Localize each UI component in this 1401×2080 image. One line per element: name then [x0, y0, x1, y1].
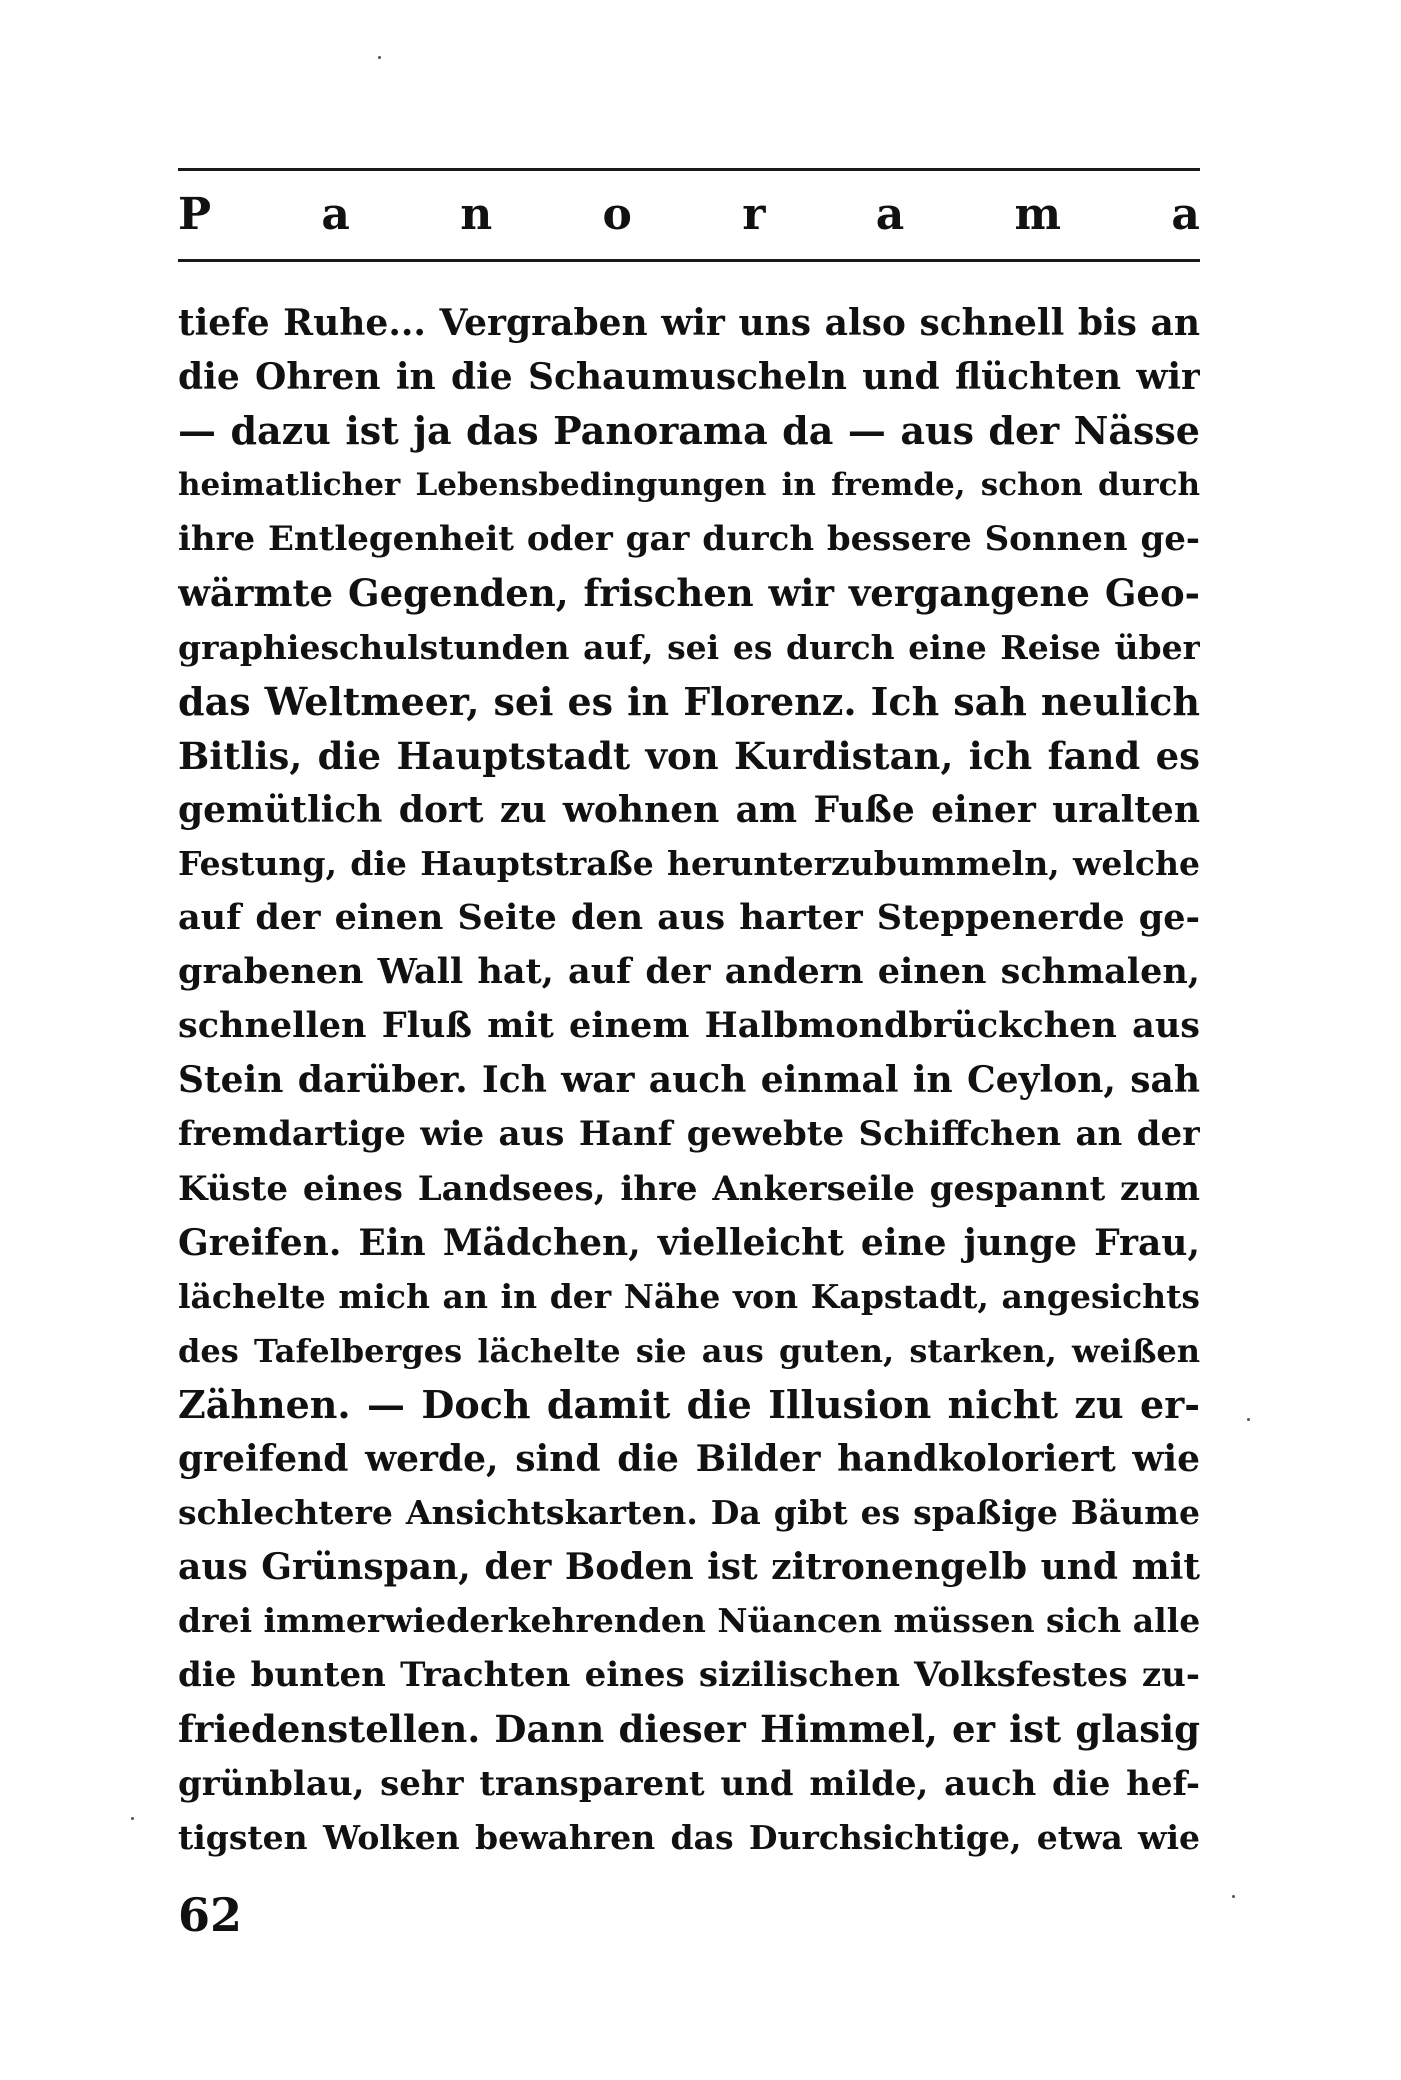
text-line: aus Grünspan, der Boden ist zitronengelb und mit — [178, 1546, 1200, 1589]
text-line: grünblau, sehr transparent und milde, auch die hef- — [178, 1763, 1200, 1804]
text-line: tigsten Wolken bewahren das Durchsichtige, etwa wie — [178, 1817, 1200, 1857]
header-rule-top — [178, 168, 1200, 171]
text-line: Festung, die Hauptstraße herunterzubummeln, welche — [178, 843, 1200, 883]
text-line: des Tafelberges lächelte sie aus guten, starken, weißen — [178, 1331, 1200, 1370]
text-line: schnellen Fluß mit einem Halbmondbrückchen aus — [178, 1005, 1200, 1047]
text-line: Küste eines Landsees, ihre Ankerseile gespannt zum — [178, 1168, 1200, 1209]
text-line: lächelte mich an in der Nähe von Kapstadt, angesichts — [178, 1276, 1200, 1316]
text-line: die Ohren in die Schaumuscheln und flüchten wir — [178, 356, 1200, 399]
running-head-letter: n — [460, 189, 493, 240]
text-line: Stein darüber. Ich war auch einmal in Ceylon, sah — [178, 1059, 1200, 1102]
body-text — [178, 296, 1200, 1865]
text-line: greifend werde, sind die Bilder handkoloriert wie — [178, 1437, 1200, 1480]
page-number: 62 — [178, 1888, 243, 1942]
text-line: gemütlich dort zu wohnen am Fuße einer uralten — [178, 788, 1200, 831]
text-line: schlechtere Ansichtskarten. Da gibt es spaßige Bäume — [178, 1493, 1200, 1533]
text-line: heimatlicher Lebensbedingungen in fremde, schon durch — [178, 467, 1200, 504]
text-line: wärmte Gegenden, frischen wir vergangene Geo- — [178, 571, 1200, 616]
text-line: Bitlis, die Hauptstadt von Kurdistan, ich fand es — [178, 733, 1200, 778]
running-head-letter: P — [178, 189, 212, 240]
text-line: Greifen. Ein Mädchen, vielleicht eine junge Frau, — [178, 1221, 1200, 1264]
text-line: graphieschulstunden auf, sei es durch eine Reise über — [178, 627, 1200, 667]
text-line: Zähnen. — Doch damit die Illusion nicht zu er- — [178, 1381, 1200, 1427]
text-line: friedenstellen. Dann dieser Himmel, er ist glasig — [178, 1707, 1200, 1752]
text-line: grabenen Wall hat, auf der andern einen schmalen, — [178, 951, 1200, 993]
paper-speck — [378, 56, 381, 59]
paper-speck — [131, 1817, 134, 1820]
running-head-letter: o — [602, 189, 632, 240]
text-line: tiefe Ruhe... Vergraben wir uns also schnell bis an — [178, 302, 1200, 344]
text-line: fremdartige wie aus Hanf gewebte Schiffchen an der — [178, 1114, 1200, 1155]
text-line: auf der einen Seite den aus harter Steppenerde ge- — [178, 897, 1200, 939]
text-line: das Weltmeer, sei es in Florenz. Ich sah neulich — [178, 678, 1200, 724]
text-line: ihre Entlegenheit oder gar durch bessere Sonnen ge- — [178, 519, 1200, 560]
text-line: — dazu ist ja das Panorama da — aus der Nässe — [178, 408, 1200, 454]
running-head-letter: a — [1171, 189, 1200, 240]
running-head-letter: m — [1014, 189, 1062, 240]
running-head-letter: a — [321, 189, 350, 240]
text-line: die bunten Trachten eines sizilischen Volksfestes zu- — [178, 1655, 1200, 1696]
running-head-letter: r — [742, 189, 766, 240]
text-line: drei immerwiederkehrenden Nüancen müssen sich alle — [178, 1601, 1200, 1641]
paper-speck — [1232, 1895, 1235, 1898]
header-rule-bottom — [178, 259, 1200, 262]
paper-speck — [1247, 1418, 1250, 1421]
running-head-letter: a — [875, 189, 905, 240]
running-head — [178, 184, 1200, 246]
